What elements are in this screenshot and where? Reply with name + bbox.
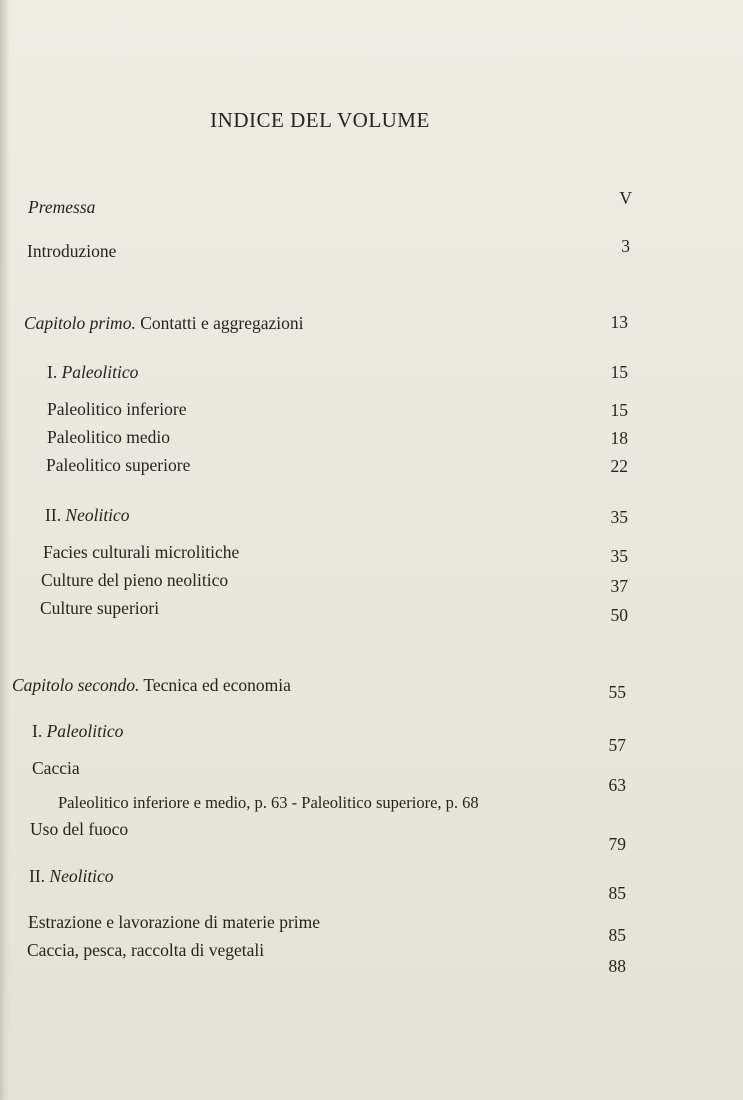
toc-section <box>32 721 123 742</box>
page-number: 57 <box>608 735 626 755</box>
page-number: 85 <box>608 883 626 903</box>
toc-section <box>45 505 130 526</box>
page-number: 13 <box>610 312 628 332</box>
section-title: Neolitico <box>65 505 130 525</box>
toc-chapter-1 <box>24 313 303 334</box>
page-number: 35 <box>610 507 628 527</box>
toc-item: Paleolitico inferiore <box>47 399 187 419</box>
section-title: Neolitico <box>49 866 114 886</box>
toc-section <box>47 362 138 383</box>
page-number: 50 <box>610 605 628 625</box>
page-number: 88 <box>608 956 626 976</box>
page-number: 37 <box>610 576 628 596</box>
entry-label: Premessa <box>28 197 96 217</box>
page-number: 85 <box>608 925 626 945</box>
toc-entry-introduzione <box>27 241 116 262</box>
chapter-title: Tecnica ed economia <box>143 675 291 695</box>
page-number: 22 <box>610 456 628 476</box>
toc-item: Uso del fuoco <box>30 819 129 839</box>
page-number: 15 <box>610 400 628 420</box>
toc-item: Caccia <box>32 758 80 778</box>
entry-label: Introduzione <box>27 241 117 261</box>
chapter-prefix: Capitolo secondo. <box>12 675 140 695</box>
page-number: 55 <box>608 682 626 702</box>
section-numeral: II. <box>29 866 46 886</box>
section-numeral: I. <box>32 721 43 741</box>
section-title: Paleolitico <box>46 721 124 741</box>
toc-item: Culture del pieno neolitico <box>41 570 229 590</box>
toc-item: Estrazione e lavorazione di materie prime <box>28 912 321 932</box>
toc-item: Caccia, pesca, raccolta di vegetali <box>27 940 265 960</box>
page-number: V <box>619 188 632 208</box>
page-title: INDICE DEL VOLUME <box>210 108 430 132</box>
page-number: 79 <box>608 834 626 854</box>
page-number: 35 <box>610 546 628 566</box>
toc-chapter-2 <box>12 675 291 696</box>
chapter-prefix: Capitolo primo. <box>24 313 136 333</box>
toc-item: Paleolitico superiore <box>46 455 191 475</box>
section-title: Paleolitico <box>61 362 139 382</box>
page-number: 15 <box>610 362 628 382</box>
toc-item-detail: Paleolitico inferiore e medio, p. 63 - Paleolitico superiore, p. 68 <box>58 793 479 812</box>
page-number: 63 <box>608 775 626 795</box>
toc-item: Facies culturali microlitiche <box>43 542 240 562</box>
page-number: 3 <box>621 236 630 256</box>
toc-item: Culture superiori <box>40 598 160 618</box>
section-numeral: II. <box>45 505 62 525</box>
toc-section <box>29 866 114 887</box>
page-number: 18 <box>610 428 628 448</box>
section-numeral: I. <box>47 362 58 382</box>
toc-entry-premessa <box>28 197 95 218</box>
toc-item: Paleolitico medio <box>47 427 170 447</box>
chapter-title: Contatti e aggregazioni <box>140 313 304 333</box>
